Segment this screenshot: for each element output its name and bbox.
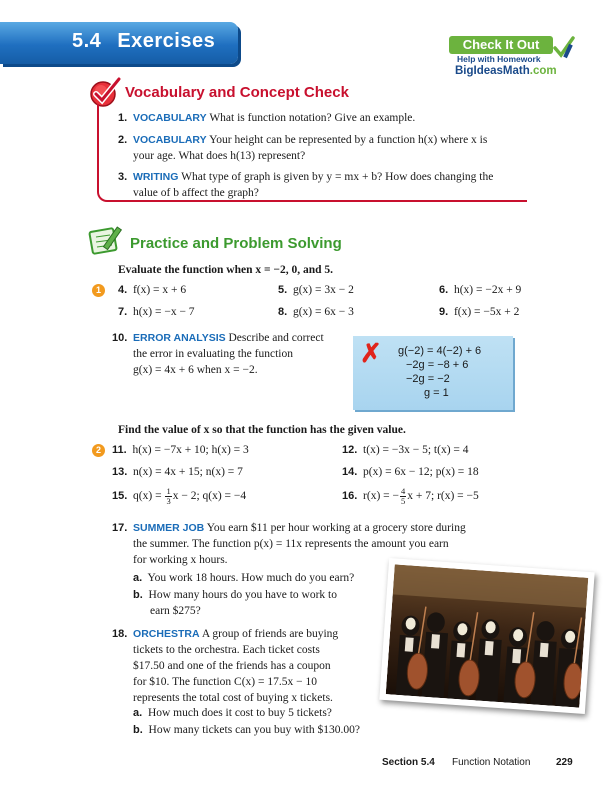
- exercise-text: represents the total cost of buying x tickets.: [133, 692, 333, 704]
- exercise-expression: f(x) = −5x + 2: [453, 306, 520, 318]
- notebook-pencil-icon: [88, 224, 126, 258]
- exercise-number: 8.: [278, 306, 288, 318]
- check-it-out-logo[interactable]: [447, 36, 579, 82]
- check-pencil-icon: [553, 36, 575, 60]
- exercise-4: [118, 282, 186, 298]
- part-text: How much does it cost to buy 5 tickets?: [147, 707, 332, 719]
- exercise-18a: [133, 705, 332, 721]
- exercise-text: You earn $11 per hour working at a grocery store during: [206, 522, 466, 534]
- exercise-17a: [133, 570, 354, 586]
- fraction-denominator: 5: [401, 495, 406, 506]
- exercise-expression: x + 7; r(x) = −5: [407, 490, 479, 502]
- part-label: a.: [133, 707, 143, 719]
- exercise-expression: h(x) = −2x + 9: [453, 284, 522, 296]
- orchestra-image: [386, 564, 589, 707]
- exercise-10: [112, 330, 324, 378]
- exercise-expression: x − 2; q(x) = −4: [172, 490, 247, 502]
- example-badge-1: 1: [92, 284, 105, 297]
- exercise-expression: g(x) = 3x − 2: [292, 284, 354, 296]
- exercise-text: g(x) = 4x + 6 when x = −2.: [133, 364, 258, 376]
- exercise-keyword: VOCABULARY: [132, 112, 207, 124]
- orchestra-photo: [379, 558, 594, 714]
- exercise-text: $17.50 and one of the friends has a coupon: [133, 660, 331, 672]
- exercise-number: 18.: [112, 628, 128, 640]
- exercise-number: 1.: [118, 112, 128, 124]
- exercise-text: What type of graph is given by y = mx + b? How does changing the: [181, 171, 494, 183]
- fraction: [165, 487, 171, 506]
- exercise-5: [278, 282, 354, 298]
- exercise-keyword: VOCABULARY: [132, 134, 207, 146]
- exercise-keyword: WRITING: [132, 171, 179, 183]
- exercise-expression: f(x) = x + 6: [132, 284, 187, 296]
- exercise-text: your age. What does h(13) represent?: [133, 150, 306, 162]
- practice-heading: Practice and Problem Solving: [130, 235, 342, 252]
- exercise-number: 6.: [439, 284, 449, 296]
- section-number: 5.4: [72, 30, 102, 52]
- fraction-denominator: 3: [166, 495, 171, 506]
- footer-topic: Function Notation: [452, 757, 531, 768]
- exercise-18: [112, 626, 338, 706]
- error-work-line: −2g = −2: [406, 373, 450, 385]
- exercise-number: 3.: [118, 171, 128, 183]
- fraction: [400, 487, 406, 506]
- page-number: 229: [556, 757, 573, 768]
- part-text: How many tickets can you buy with $130.00?: [148, 724, 360, 736]
- exercise-text: Describe and correct: [228, 332, 324, 344]
- exercise-number: 2.: [118, 134, 128, 146]
- part-text: earn $275?: [150, 605, 201, 617]
- exercise-keyword: ERROR ANALYSIS: [133, 332, 226, 344]
- logo-url[interactable]: [455, 65, 557, 77]
- exercise-7: [118, 304, 195, 320]
- part-label: b.: [133, 589, 143, 601]
- exercise-text: What is function notation? Give an example.: [209, 112, 416, 124]
- logo-url-domain: .com: [529, 65, 557, 77]
- exercise-1: [118, 110, 415, 126]
- exercise-number: 16.: [342, 490, 358, 502]
- exercise-number: 7.: [118, 306, 128, 318]
- exercise-15: [112, 486, 246, 506]
- exercise-text: the error in evaluating the function: [133, 348, 293, 360]
- exercise-number: 9.: [439, 306, 449, 318]
- exercise-3: [118, 169, 493, 201]
- exercise-text: for working x hours.: [133, 554, 228, 566]
- section-title-text: Exercises: [117, 30, 216, 52]
- red-x-icon: ✗: [360, 338, 382, 368]
- exercise-16: [342, 486, 479, 506]
- exercise-text: value of b affect the graph?: [133, 187, 259, 199]
- exercise-number: 5.: [278, 284, 288, 296]
- exercise-2: [118, 132, 487, 164]
- exercise-text: A group of friends are buying: [201, 628, 339, 640]
- exercise-number: 12.: [342, 444, 358, 456]
- exercise-keyword: SUMMER JOB: [133, 522, 205, 534]
- logo-url-main: BigIdeasMath: [455, 65, 530, 77]
- exercise-expression: h(x) = −x − 7: [132, 306, 195, 318]
- error-work-line: g(−2) = 4(−2) + 6: [398, 345, 482, 357]
- exercise-expression: q(x) =: [133, 490, 165, 502]
- error-work-line: −2g = −8 + 6: [406, 359, 469, 371]
- instruction-evaluate: Evaluate the function when x = −2, 0, and 5.: [118, 264, 334, 276]
- exercise-12: [342, 442, 469, 458]
- exercise-number: 13.: [112, 466, 128, 478]
- exercise-text: tickets to the orchestra. Each ticket costs: [133, 644, 320, 656]
- logo-title: Check It Out: [449, 36, 553, 54]
- part-text: You work 18 hours. How much do you earn?: [147, 572, 355, 584]
- fraction-numerator: 1: [166, 485, 171, 496]
- exercise-number: 17.: [112, 522, 128, 534]
- exercise-14: [342, 464, 479, 480]
- instruction-find-value: Find the value of x so that the function has the given value.: [118, 424, 406, 436]
- exercise-11: [112, 442, 249, 458]
- example-badge-2: 2: [92, 444, 105, 457]
- exercise-17b: [133, 587, 337, 619]
- vocabulary-heading: Vocabulary and Concept Check: [125, 84, 349, 101]
- exercise-expression: r(x) = −: [363, 490, 400, 502]
- exercise-8: [278, 304, 354, 320]
- fraction-numerator: 4: [401, 485, 406, 496]
- exercise-text: the summer. The function p(x) = 11x represents the amount you earn: [133, 538, 449, 550]
- footer-section: Section 5.4: [382, 757, 435, 768]
- exercise-9: [439, 304, 519, 320]
- exercise-expression: p(x) = 6x − 12; p(x) = 18: [363, 466, 479, 478]
- part-text: How many hours do you have to work to: [148, 589, 337, 601]
- exercise-expression: n(x) = 4x + 15; n(x) = 7: [133, 466, 243, 478]
- exercise-text: for $10. The function C(x) = 17.5x − 10: [133, 676, 317, 688]
- logo-subtitle: Help with Homework: [457, 54, 541, 64]
- part-label: a.: [133, 572, 143, 584]
- exercise-number: 11.: [112, 444, 127, 456]
- part-label: b.: [133, 724, 143, 736]
- exercise-18b: [133, 722, 360, 738]
- exercise-expression: h(x) = −7x + 10; h(x) = 3: [132, 444, 249, 456]
- section-title: [72, 30, 215, 53]
- exercise-number: 4.: [118, 284, 128, 296]
- exercise-keyword: ORCHESTRA: [133, 628, 200, 640]
- exercise-text: Your height can be represented by a function h(x) where x is: [209, 134, 488, 146]
- exercise-number: 15.: [112, 490, 128, 502]
- exercise-6: [439, 282, 521, 298]
- exercise-expression: t(x) = −3x − 5; t(x) = 4: [363, 444, 469, 456]
- error-work-line: g = 1: [424, 387, 449, 399]
- exercise-number: 10.: [112, 332, 128, 344]
- exercise-number: 14.: [342, 466, 358, 478]
- exercise-13: [112, 464, 243, 480]
- exercise-expression: g(x) = 6x − 3: [292, 306, 354, 318]
